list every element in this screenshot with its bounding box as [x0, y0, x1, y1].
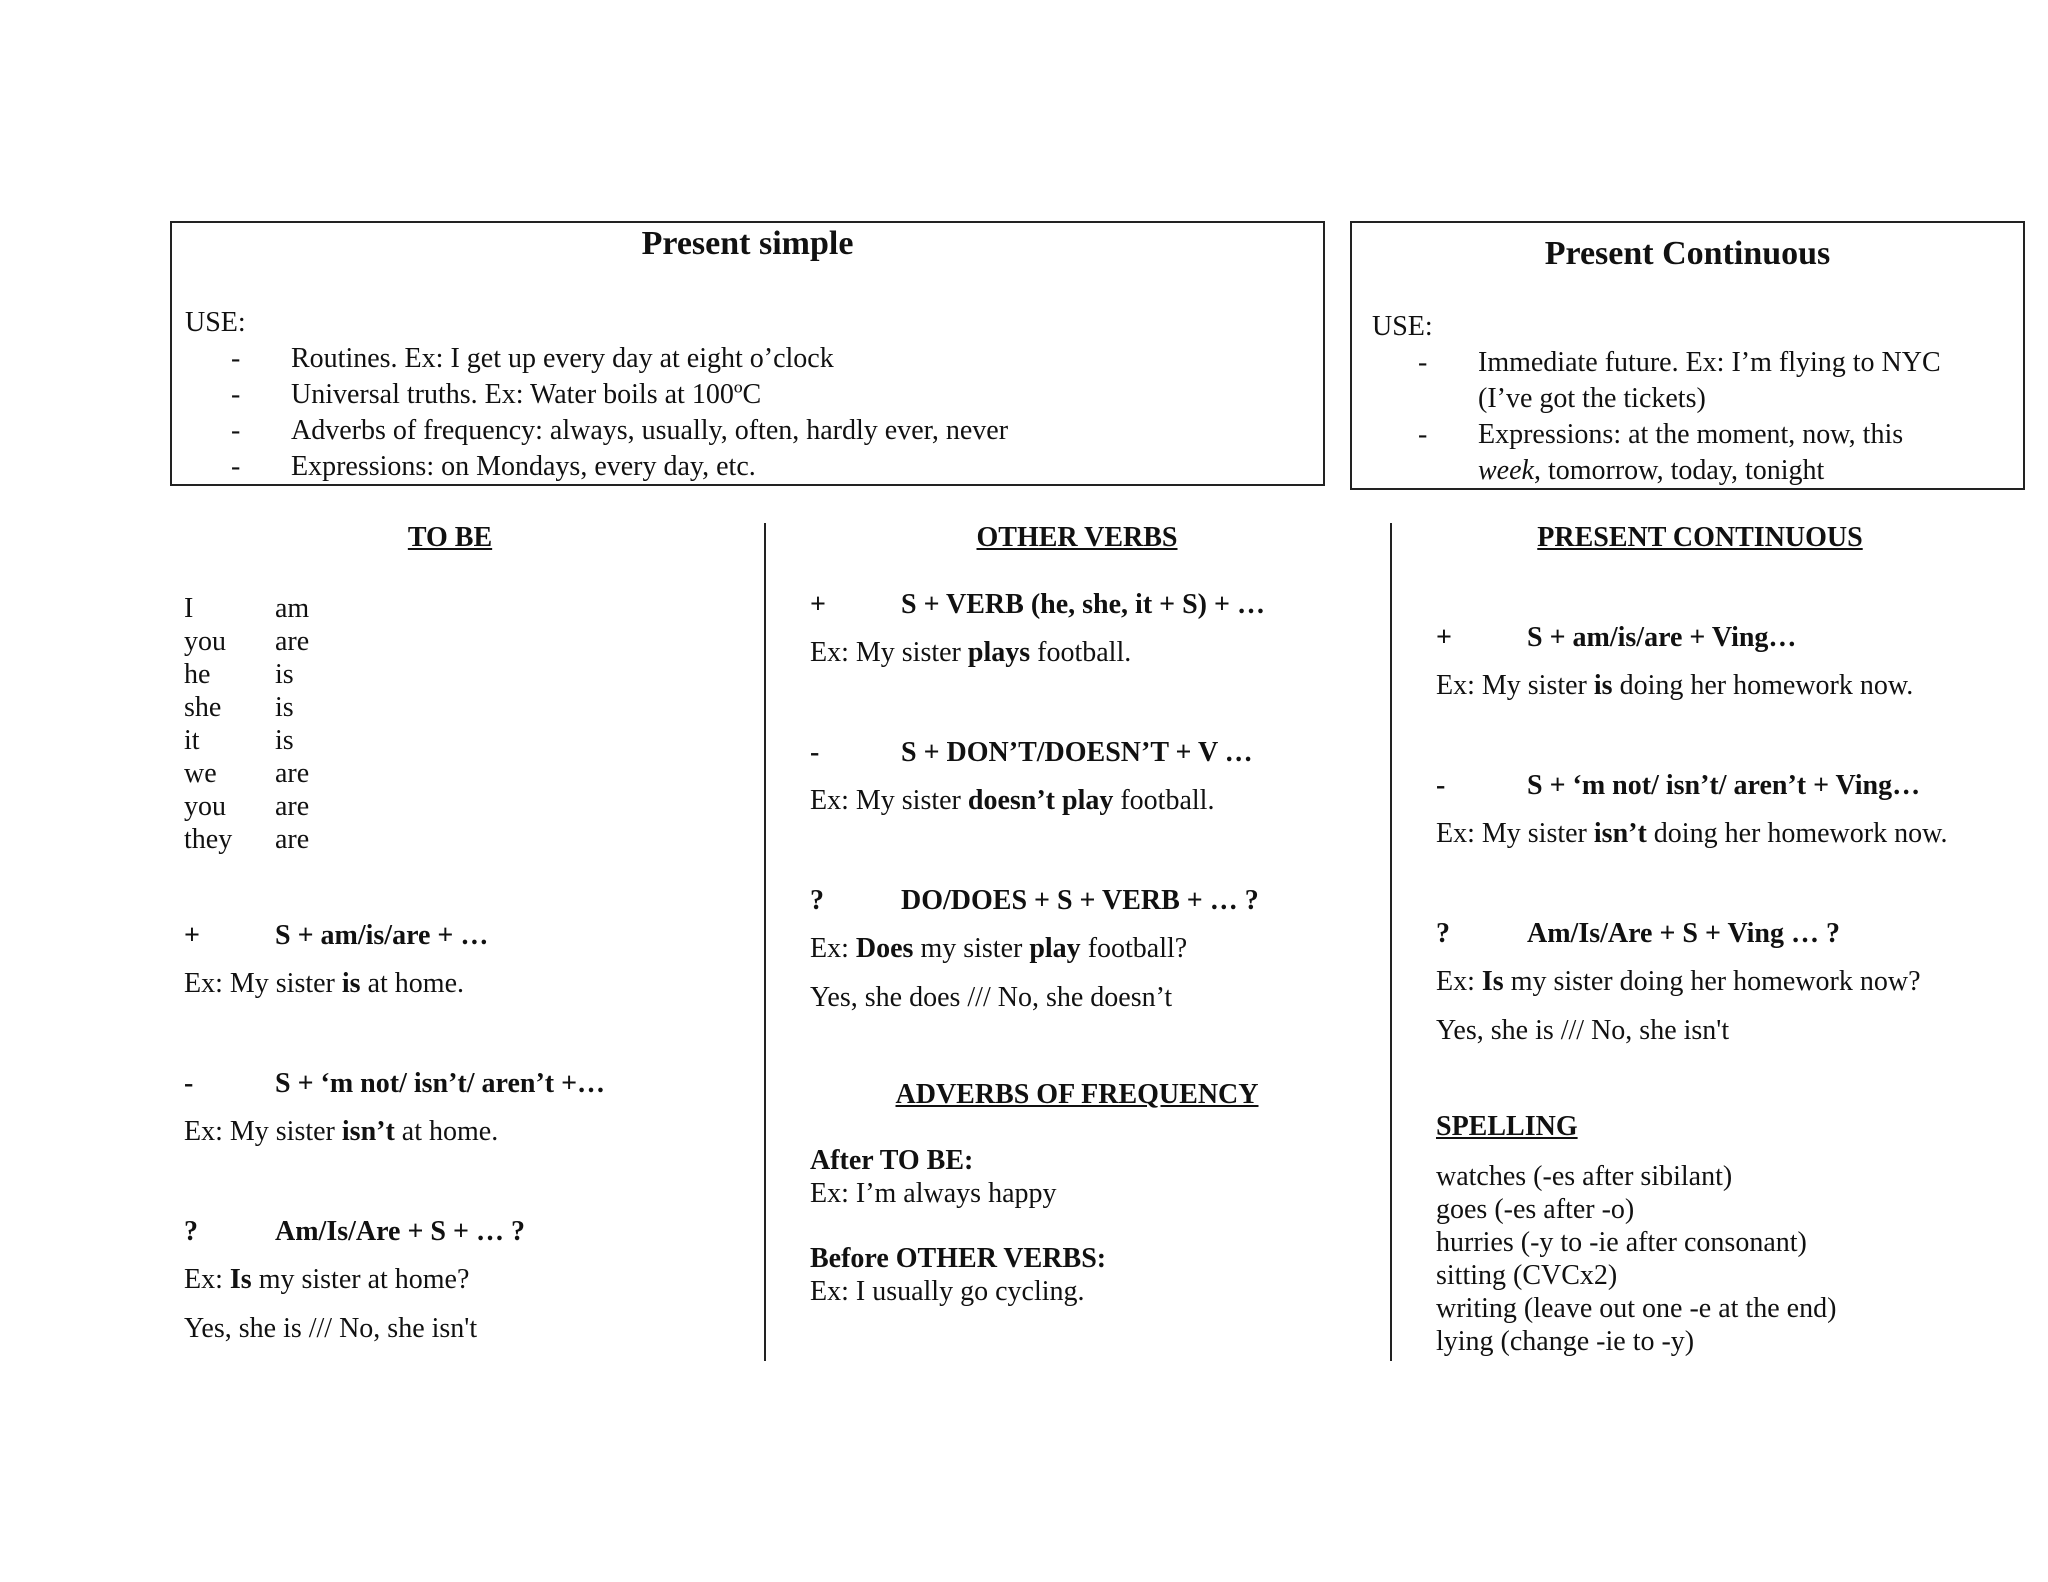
example-bold: plays — [967, 637, 1031, 668]
affirmative-example — [810, 637, 1131, 669]
example-text: my sister at home? — [251, 1264, 470, 1295]
verb-form: are — [275, 626, 310, 657]
verb-form: are — [275, 758, 310, 789]
spelling-item: hurries (-y to -ie after consonant) — [1436, 1227, 1807, 1258]
pronoun: it — [184, 725, 200, 756]
spelling-item: writing (leave out one -e at the end) — [1436, 1293, 1837, 1324]
negative-formula: S + DON’T/DOESN’T + V … — [901, 737, 1253, 768]
list-dash: - — [231, 379, 241, 410]
question-symbol: ? — [810, 885, 824, 916]
example-bold: Is — [1481, 966, 1504, 997]
use-item-text: Expressions: at the moment, now, this — [1478, 419, 1904, 450]
verb-form: is — [275, 692, 294, 723]
list-dash: - — [1418, 347, 1428, 378]
negative-symbol: - — [184, 1068, 194, 1099]
example-bold: Does — [855, 933, 914, 964]
question-example — [184, 1264, 469, 1296]
question-example — [810, 933, 1187, 965]
pronoun: you — [184, 791, 226, 822]
use-item-text: Adverbs of frequency: always, usually, often, hardly ever, never — [291, 415, 1009, 446]
verb-form: are — [275, 791, 310, 822]
verb-form: is — [275, 659, 294, 690]
present-continuous-title: Present Continuous — [1544, 235, 1831, 272]
italic-word: week — [1478, 455, 1534, 486]
present-continuous-box — [1350, 221, 2025, 490]
affirmative-example — [184, 968, 464, 1000]
negative-example — [184, 1116, 498, 1148]
pronoun: he — [184, 659, 211, 690]
affirmative-formula: S + VERB (he, she, it + S) + … — [901, 589, 1265, 620]
pronoun: they — [184, 824, 233, 855]
negative-symbol: - — [1436, 770, 1446, 801]
list-dash: - — [231, 415, 241, 446]
before-other-verbs-label: Before OTHER VERBS: — [810, 1243, 1107, 1274]
pronoun: you — [184, 626, 226, 657]
affirmative-symbol: + — [810, 589, 826, 620]
spelling-item: lying (change -ie to -y) — [1436, 1326, 1695, 1357]
present-simple-use-label: USE: — [185, 307, 246, 338]
before-other-verbs-example: Ex: I usually go cycling. — [810, 1276, 1085, 1307]
present-simple-title: Present simple — [641, 225, 854, 262]
spelling-list — [1436, 1160, 1836, 1358]
question-formula: Am/Is/Are + S + … ? — [275, 1216, 525, 1247]
example-text: football. — [1030, 637, 1132, 668]
question-symbol: ? — [1436, 918, 1450, 949]
question-answer: Yes, she is /// No, she isn't — [184, 1313, 478, 1344]
list-dash: - — [231, 343, 241, 374]
list-dash: - — [231, 451, 241, 482]
verb-list — [275, 592, 309, 856]
use-item-text: (I’ve got the tickets) — [1478, 383, 1706, 414]
example-bold: is — [1593, 670, 1613, 701]
use-item-text: Expressions: on Mondays, every day, etc. — [291, 451, 756, 482]
present-continuous-heading: PRESENT CONTINUOUS — [1537, 522, 1863, 553]
use-item-rest: , tomorrow, today, tonight — [1533, 455, 1825, 486]
question-answer: Yes, she is /// No, she isn't — [1436, 1015, 1730, 1046]
use-item-text: Universal truths. Ex: Water boils at 100ºC — [291, 379, 762, 410]
after-to-be-label: After TO BE: — [810, 1145, 974, 1176]
pronoun: we — [184, 758, 217, 789]
negative-formula: S + ‘m not/ isn’t/ aren’t + Ving… — [1527, 770, 1921, 801]
negative-formula: S + ‘m not/ isn’t/ aren’t +… — [275, 1068, 606, 1099]
pronoun: I — [184, 593, 194, 624]
negative-example — [1436, 818, 1947, 850]
verb-form: are — [275, 824, 310, 855]
use-item-text: Routines. Ex: I get up every day at eight o’clock — [291, 343, 834, 374]
affirmative-symbol: + — [184, 920, 200, 951]
spelling-item: watches (-es after sibilant) — [1436, 1161, 1733, 1192]
example-text: Ex: — [184, 1264, 230, 1295]
example-bold: play — [1029, 933, 1081, 964]
verb-form: is — [275, 725, 294, 756]
present-simple-box — [170, 221, 1325, 486]
example-text: doing her homework now. — [1612, 670, 1914, 701]
to-be-heading: TO BE — [407, 522, 493, 553]
present-continuous-use-label: USE: — [1372, 311, 1433, 342]
example-bold: doesn’t play — [967, 785, 1114, 816]
list-dash: - — [1418, 419, 1428, 450]
question-answer: Yes, she does /// No, she doesn’t — [810, 982, 1173, 1013]
example-text: Ex: My sister — [1436, 670, 1594, 701]
affirmative-formula: S + am/is/are + Ving… — [1527, 622, 1797, 653]
example-bold: isn’t — [341, 1116, 395, 1147]
negative-example — [810, 785, 1214, 817]
example-text: Ex: My sister — [184, 1116, 342, 1147]
spelling-heading: SPELLING — [1436, 1111, 1578, 1142]
example-bold: isn’t — [1593, 818, 1647, 849]
spelling-item: sitting (CVCx2) — [1436, 1260, 1618, 1291]
example-text: Ex: — [1436, 966, 1482, 997]
example-text: football. — [1113, 785, 1215, 816]
question-formula: Am/Is/Are + S + Ving … ? — [1527, 918, 1840, 949]
example-text: Ex: — [810, 933, 856, 964]
use-item-text: Immediate future. Ex: I’m flying to NYC — [1478, 347, 1941, 378]
example-text: doing her homework now. — [1646, 818, 1948, 849]
affirmative-formula: S + am/is/are + … — [275, 920, 489, 951]
pronoun-list — [184, 592, 232, 856]
affirmative-symbol: + — [1436, 622, 1452, 653]
example-text: Ex: My sister — [810, 637, 968, 668]
example-text: Ex: My sister — [1436, 818, 1594, 849]
use-item-text — [1478, 453, 1824, 489]
pronoun: she — [184, 692, 222, 723]
example-text: at home. — [394, 1116, 499, 1147]
example-text: my sister doing her homework now? — [1503, 966, 1921, 997]
example-text: Ex: My sister — [810, 785, 968, 816]
question-symbol: ? — [184, 1216, 198, 1247]
negative-symbol: - — [810, 737, 820, 768]
column-divider — [764, 523, 766, 1361]
column-divider — [1390, 523, 1392, 1361]
example-bold: Is — [229, 1264, 252, 1295]
example-text: my sister — [913, 933, 1030, 964]
affirmative-example — [1436, 670, 1913, 702]
example-text: football? — [1080, 933, 1188, 964]
after-to-be-example: Ex: I’m always happy — [810, 1178, 1057, 1209]
example-text: Ex: My sister — [184, 968, 342, 999]
other-verbs-heading: OTHER VERBS — [976, 522, 1178, 553]
example-text: at home. — [360, 968, 464, 999]
question-example — [1436, 966, 1921, 998]
question-formula: DO/DOES + S + VERB + … ? — [901, 885, 1259, 916]
spelling-item: goes (-es after -o) — [1436, 1194, 1635, 1225]
verb-form: am — [275, 593, 310, 624]
adverbs-heading: ADVERBS OF FREQUENCY — [895, 1079, 1259, 1110]
example-bold: is — [341, 968, 361, 999]
